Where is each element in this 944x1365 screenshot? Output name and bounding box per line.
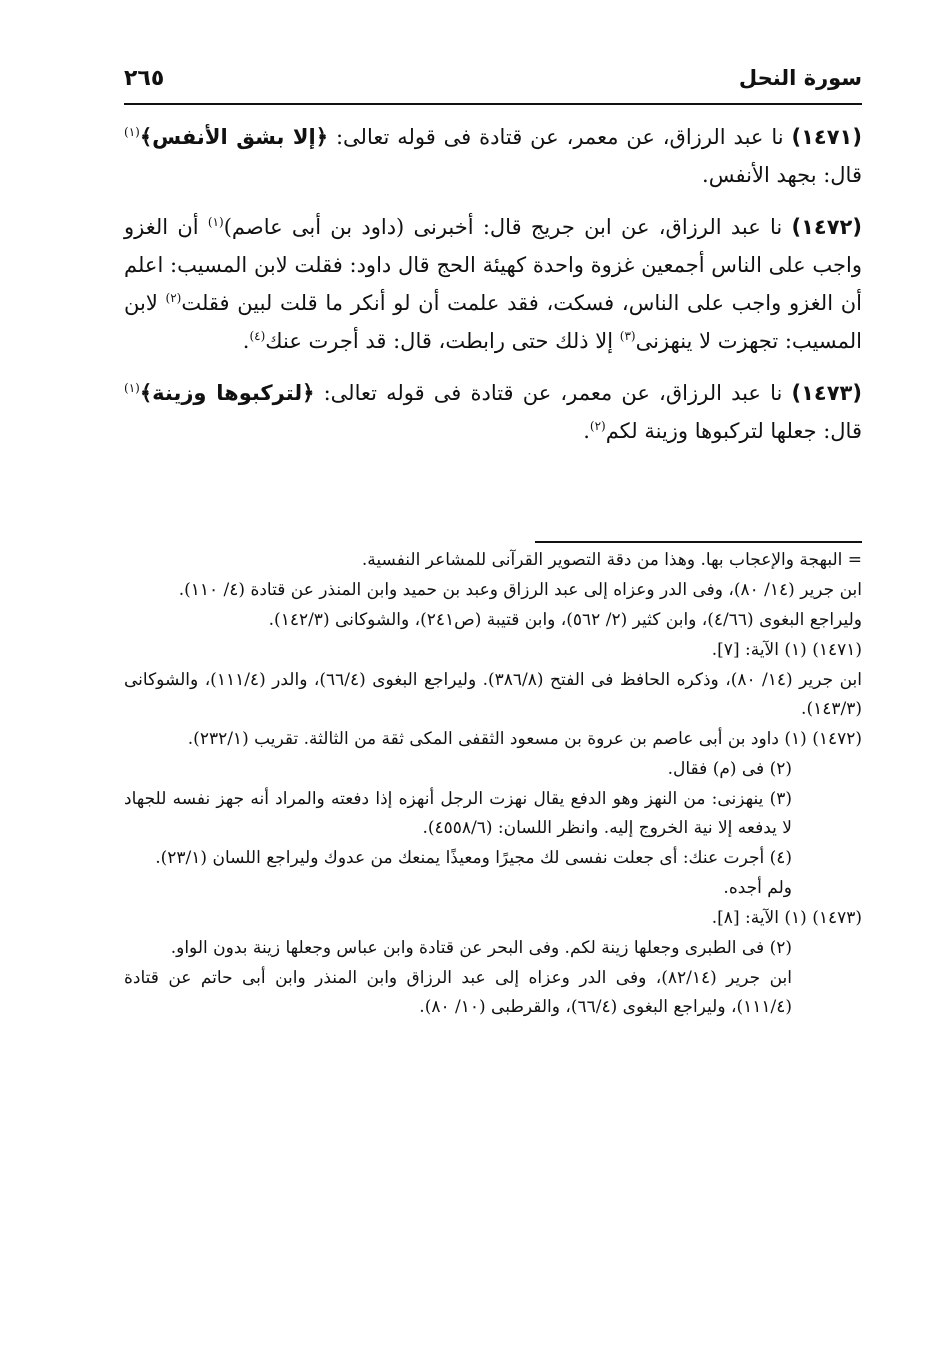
footnote-separator: [535, 541, 862, 543]
footnote: (٤) أجرت عنك: أى جعلت نفسى لك مجيرًا ومعيذًا يمنعك من عدوك وليراجع اللسان (٢٣/١).: [155, 848, 792, 868]
hadith-number: (١٤٧٢): [791, 215, 862, 239]
footnote-ref: (١): [124, 125, 140, 139]
footnote: (٣) ينهزنى: من النهز وهو الدفع يقال نهزت الرجل أنهزه إذا دفعته والمراد أنه جهز نفسه للجهاد لا يدفعه إلا نية الخروج إليه. وانظر اللسان: (٤٥٥٨/٦).: [124, 789, 792, 838]
footnote: ابن جرير (١٤/ ٨٠)، وذكره الحافظ فى الفتح (٣٨٦/٨). وليراجع البغوى (٦٦/٤)، والدر (١١١/٤)، والشوكانى (١٤٣/٣).: [124, 670, 862, 719]
header-rule: [124, 103, 862, 105]
footnote: ولم أجده.: [723, 878, 792, 898]
footnote-ref: (٢): [165, 291, 182, 305]
footnote: ابن جرير (٨٢/١٤)، وفى الدر وعزاه إلى عبد الرزاق وابن المنذر وابن أبى حاتم عن قتادة (١١١/٤)، وليراجع البغوى (٦٦/٤)، والقرطبى (١٠/ ٨٠).: [124, 968, 792, 1017]
hadith-1473: (١٤٧٣) نا عبد الرزاق، عن معمر، عن قتادة فى قوله تعالى: ﴿لتركبوها وزينة﴾$^{(١)}$ قال: جعلها لتركبوها وزينة لكم$^{(٢)}$.: [124, 381, 862, 443]
footnote-ref: (١): [207, 215, 224, 229]
footnote-ref: (١): [124, 381, 140, 395]
footnote: وليراجع البغوى (٤/٦٦)، وابن كثير (٢/ ٥٦٢)، وابن قتيبة (ص٢٤١)، والشوكانى (١٤٢/٣).: [268, 610, 862, 630]
footnote: (٢) فى الطبرى وجعلها زينة لكم. وفى البحر عن قتادة وابن عباس وجعلها زينة بدون الواو.: [170, 938, 792, 958]
footnote-ref: (٤): [249, 329, 266, 343]
footnote: (٢) فى (م) فقال.: [667, 759, 792, 779]
hadith-number: (١٤٧١): [791, 125, 862, 149]
quran-quote: ﴿إلا بشق الأنفس﴾: [139, 125, 329, 149]
surah-title: سورة النحل: [738, 66, 862, 90]
footnote: (١٤٧١) (١) الآية: [٧].: [711, 640, 862, 660]
footnotes: [124, 546, 862, 1023]
footnote-ref: (٣): [619, 329, 636, 343]
hadith-number: (١٤٧٣): [791, 381, 862, 405]
footnote: (١٤٧٣) (١) الآية: [٨].: [711, 908, 862, 928]
hadith-1471: (١٤٧١) نا عبد الرزاق، عن معمر، عن قتادة فى قوله تعالى: ﴿إلا بشق الأنفس﴾$^{(١)}$ قال: بجهد الأنفس.: [124, 125, 862, 187]
footnote: ابن جرير (١٤/ ٨٠)، وفى الدر وعزاه إلى عبد الرزاق وعبد بن حميد وابن المنذر عن قتادة (٤/ ١١٠).: [178, 580, 862, 600]
footnote-ref: (٢): [589, 419, 606, 433]
main-text: [124, 118, 862, 464]
footnote: = البهجة والإعجاب بها. وهذا من دقة التصوير القرآنى للمشاعر النفسية.: [361, 550, 862, 570]
page-number: ٢٦٥: [124, 65, 165, 91]
hadith-1472: (١٤٧٢) نا عبد الرزاق، عن ابن جريج قال: أخبرنى (داود بن أبى عاصم)$^{(١)}$ أن الغزو واجب على الناس أجمعين غزوة واحدة كهيئة الحج قال داود: فقلت لابن المسيب: اعلم أن الغزو واجب على الناس، فسكت، فقد علمت أن لو أنكر ما قلت لبين فقلت$^{(٢)}$ لابن المسيب: تجهزت لا ينهزنى$^{(٣)}$ إلا ذلك حتى رابطت، قال: قد أجرت عنك$^{(٤)}$.: [124, 215, 862, 353]
quran-quote: ﴿لتركبوها وزينة﴾: [139, 381, 315, 405]
footnote: (١٤٧٢) (١) داود بن أبى عاصم بن عروة بن مسعود الثقفى المكى ثقة من الثالثة. تقريب (٢٣٢/١).: [187, 729, 862, 749]
running-header: [124, 58, 862, 98]
